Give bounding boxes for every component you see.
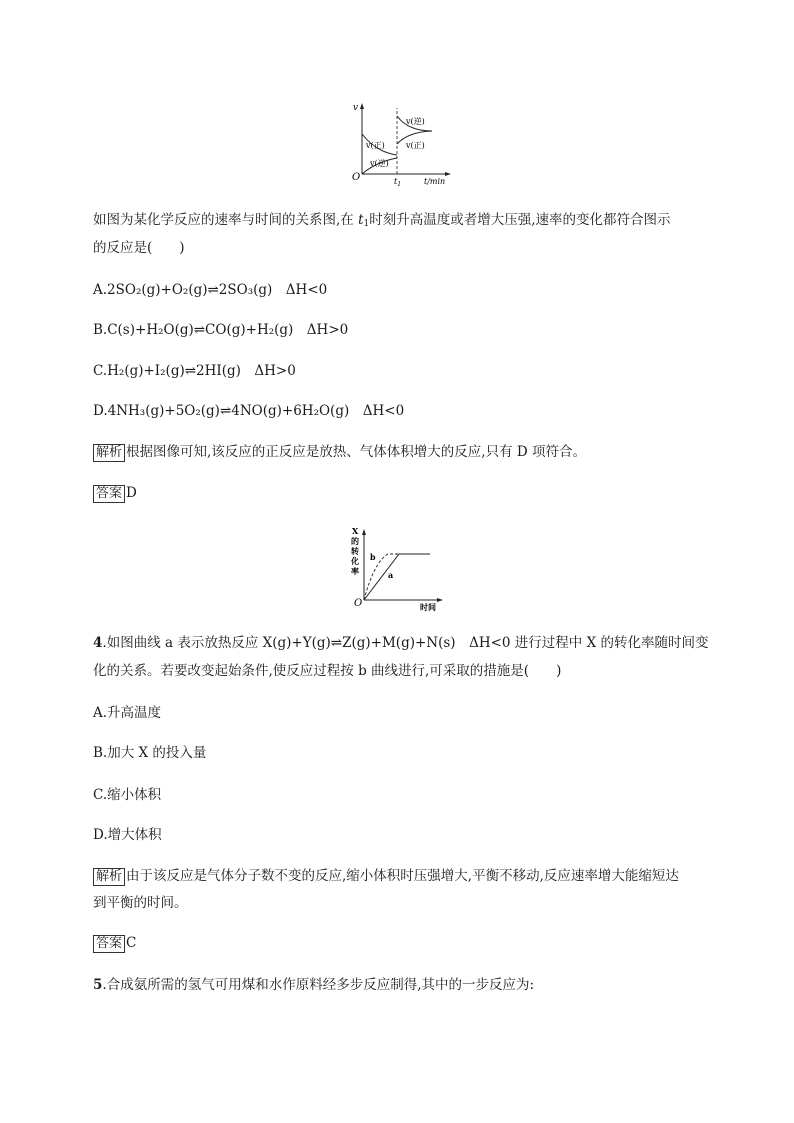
q3-answer: 答案 D	[93, 483, 137, 503]
q4-option-a: A.升高温度	[93, 705, 162, 721]
v-forward-label: v(正)	[366, 141, 385, 150]
v-reverse-label: v(逆)	[370, 159, 389, 168]
q4-stem-line1: 4.如图曲线 a 表示放热反应 X(g)+Y(g)⇌Z(g)+M(g)+N(s) ΔH<0 进行过程中 X 的转化率随时间变	[93, 635, 709, 651]
q4-analysis-line2: 到平衡的时间。	[93, 895, 188, 911]
q3-stem-line1: 如图为某化学反应的速率与时间的关系图,在 $t_1$时刻升高温度或者增大压强,速率的变化都符合图示	[93, 212, 671, 229]
curve-b-label: b	[370, 552, 376, 562]
x-axis-label: 时间	[420, 602, 436, 612]
y-axis-label-2: 的	[351, 536, 359, 546]
t1-label: $t_1$	[394, 177, 402, 186]
y-axis-label-1: X	[352, 526, 359, 536]
y-axis-label-5: 率	[351, 566, 359, 576]
x-axis-label: t/min	[424, 177, 446, 186]
answer-tag: 答案	[93, 935, 125, 953]
y-axis-label-4: 化	[351, 556, 359, 566]
rate-time-figure	[340, 100, 455, 186]
q4-option-d: D.增大体积	[93, 827, 162, 843]
y-axis-label-3: 转	[351, 546, 359, 556]
q4-answer: 答案 C	[93, 933, 136, 953]
q4-stem-line2: 化的关系。若要改变起始条件,使反应过程按 b 曲线进行,可采取的措施是( )	[93, 663, 562, 679]
q4-analysis-line1: 解析 由于该反应是气体分子数不变的反应,缩小体积时压强增大,平衡不移动,反应速率增大能缩短达	[93, 866, 679, 886]
answer-tag: 答案	[93, 485, 125, 503]
v-reverse-after-label: v(逆)	[406, 117, 425, 126]
origin-label: O	[354, 598, 363, 609]
q3-option-d: D.4NH₃(g)+5O₂(g)⇌4NO(g)+6H₂O(g) ΔH<0	[93, 403, 405, 419]
q3-analysis: 解析 根据图像可知,该反应的正反应是放热、气体体积增大的反应,只有 D 项符合。	[93, 442, 586, 462]
origin-label: O	[352, 172, 361, 183]
q4-option-b: B.加大 X 的投入量	[93, 745, 207, 761]
q3-option-a: A.2SO₂(g)+O₂(g)⇌2SO₃(g) ΔH<0	[93, 282, 328, 298]
analysis-tag: 解析	[93, 868, 125, 886]
q5-stem: 5.合成氨所需的氢气可用煤和水作原料经多步反应制得,其中的一步反应为:	[93, 977, 535, 993]
q4-option-c: C.缩小体积	[93, 787, 162, 803]
q3-option-c: C.H₂(g)+I₂(g)⇌2HI(g) ΔH>0	[93, 363, 296, 379]
y-axis-label: v	[353, 103, 359, 113]
q3-stem-line2: 的反应是( )	[93, 240, 185, 256]
conversion-time-figure	[340, 522, 452, 612]
v-forward-after-label: v(正)	[406, 141, 425, 150]
analysis-tag: 解析	[93, 444, 125, 462]
curve-a-label: a	[388, 570, 394, 580]
q3-option-b: B.C(s)+H₂O(g)⇌CO(g)+H₂(g) ΔH>0	[93, 322, 349, 338]
